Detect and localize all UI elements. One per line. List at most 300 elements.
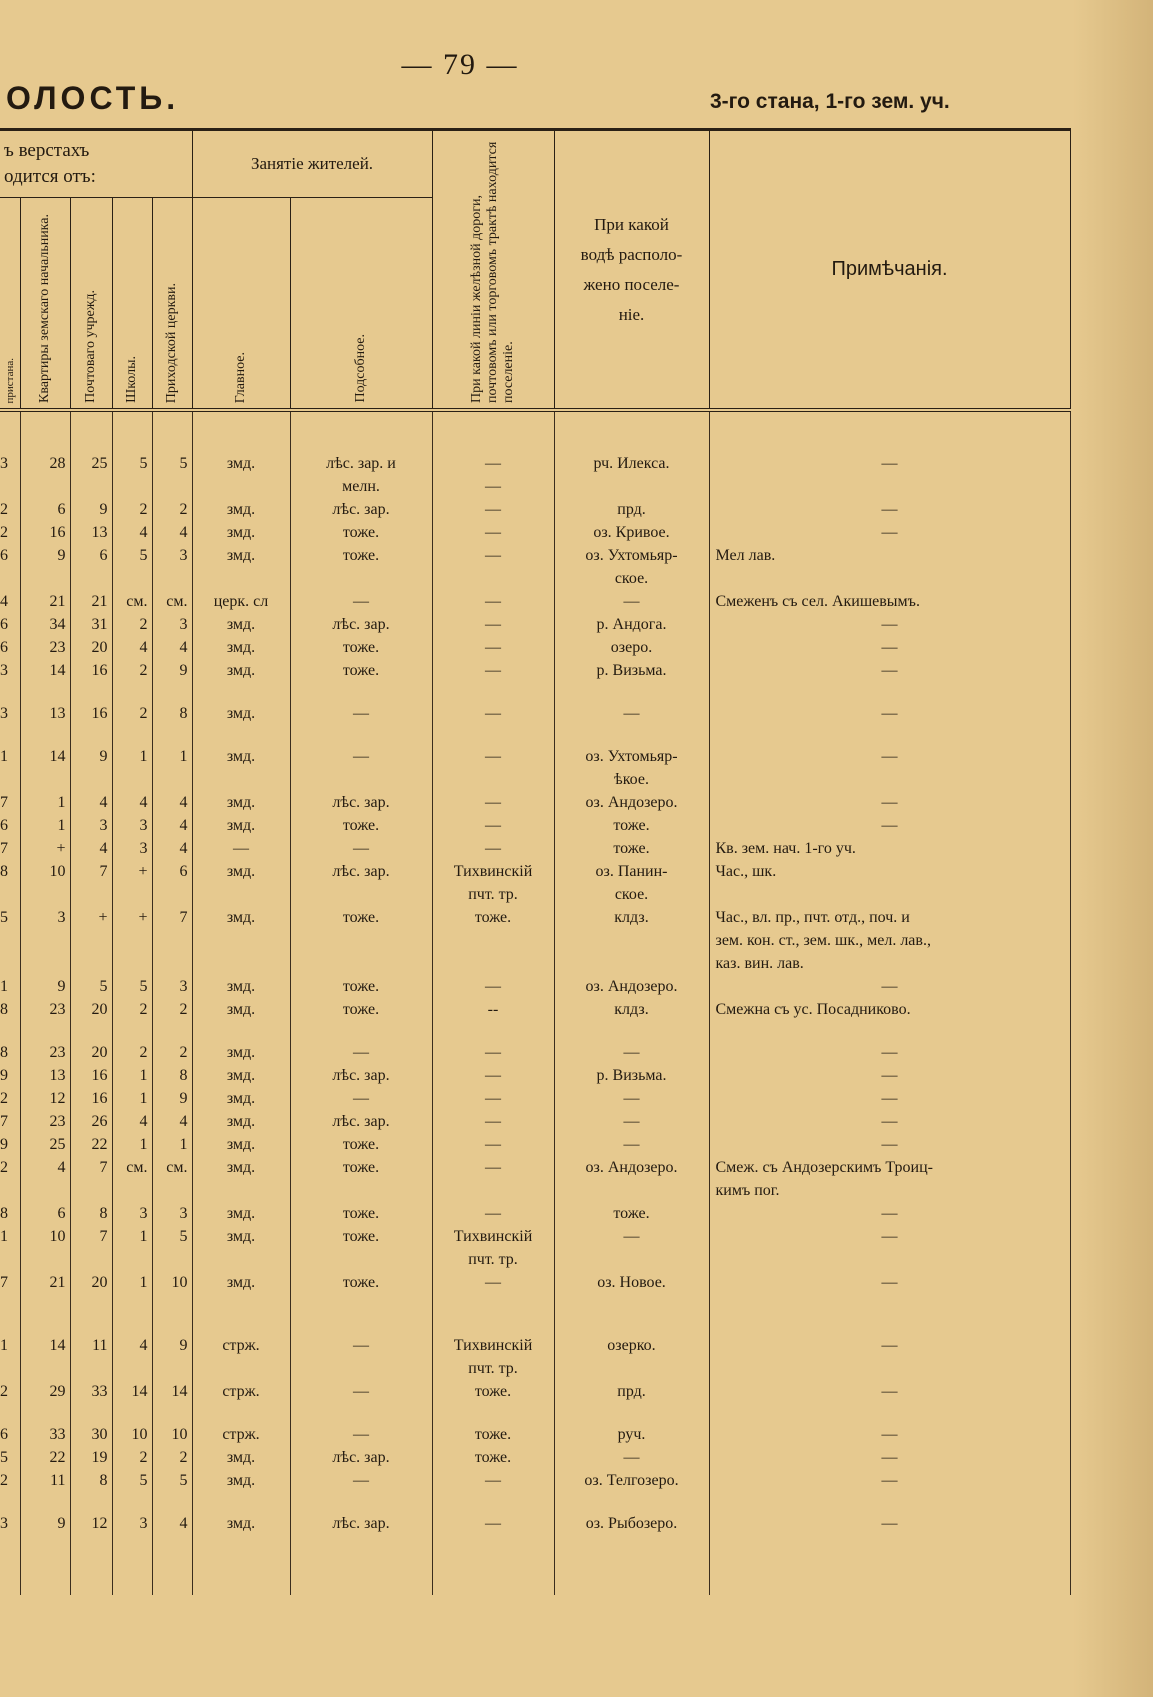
glavnoe-cell: змд.	[192, 814, 290, 837]
pristan-cell	[0, 1555, 20, 1575]
table-row	[0, 1225, 1070, 1248]
shkola-cell: 4	[112, 636, 152, 659]
notes-cell: —	[709, 1334, 1070, 1357]
shkola-cell: 4	[112, 1334, 152, 1357]
pristan-cell: 6	[0, 1423, 20, 1446]
podsobnoe-cell: лѣс. зар.	[290, 498, 432, 521]
kvartira-cell: 23	[20, 636, 70, 659]
shkola-cell	[112, 1357, 152, 1380]
pochta-cell: 13	[70, 521, 112, 544]
kvartira-cell	[20, 725, 70, 745]
water-cell: ѣкое.	[554, 768, 709, 791]
kvartira-cell: 22	[20, 1446, 70, 1469]
spacer-cell	[709, 410, 1070, 452]
tserkov-cell: 9	[152, 1087, 192, 1110]
road-cell: —	[432, 702, 554, 725]
notes-cell: —	[709, 1380, 1070, 1403]
glavnoe-cell: змд.	[192, 1064, 290, 1087]
notes-cell: —	[709, 1041, 1070, 1064]
tserkov-cell	[152, 725, 192, 745]
notes-cell: каз. вин. лав.	[709, 952, 1070, 975]
notes-cell: —	[709, 1133, 1070, 1156]
road-cell: --	[432, 998, 554, 1021]
water-cell	[554, 929, 709, 952]
spacer-cell	[112, 410, 152, 452]
table-top-spacer	[0, 410, 1070, 452]
kvartira-cell: 13	[20, 702, 70, 725]
kvartira-cell: 12	[20, 1087, 70, 1110]
tserkov-cell: 5	[152, 452, 192, 475]
tserkov-cell: 1	[152, 1133, 192, 1156]
kvartira-cell	[20, 1555, 70, 1575]
glavnoe-cell	[192, 682, 290, 702]
notes-cell	[709, 682, 1070, 702]
table-row	[0, 1314, 1070, 1334]
table-row	[0, 1202, 1070, 1225]
notes-cell	[709, 1021, 1070, 1041]
glavnoe-cell: стрж.	[192, 1334, 290, 1357]
pochta-cell	[70, 1555, 112, 1575]
notes-cell: —	[709, 1202, 1070, 1225]
shkola-cell	[112, 1403, 152, 1423]
podsobnoe-cell	[290, 1575, 432, 1595]
pochta-cell: 3	[70, 814, 112, 837]
shkola-cell: 5	[112, 1469, 152, 1492]
notes-cell: —	[709, 1110, 1070, 1133]
water-cell: клдз.	[554, 906, 709, 929]
table-row	[0, 860, 1070, 883]
kvartira-cell: 4	[20, 1156, 70, 1179]
road-cell	[432, 768, 554, 791]
water-column-header: При какой водѣ располо- жено поселе- ніе.	[554, 130, 709, 411]
podsobnoe-cell: лѣс. зар.	[290, 1446, 432, 1469]
shkola-cell: 1	[112, 1064, 152, 1087]
notes-column-header: Примѣчанія.	[709, 130, 1070, 411]
table-row	[0, 1512, 1070, 1535]
pristan-cell: 1	[0, 745, 20, 768]
road-cell: —	[432, 498, 554, 521]
table-row	[0, 1555, 1070, 1575]
table-row	[0, 636, 1070, 659]
pochta-cell	[70, 1179, 112, 1202]
notes-cell: Мел лав.	[709, 544, 1070, 567]
notes-cell: —	[709, 814, 1070, 837]
tserkov-cell	[152, 883, 192, 906]
shkola-cell	[112, 1248, 152, 1271]
shkola-cell: 2	[112, 1041, 152, 1064]
water-cell	[554, 475, 709, 498]
glavnoe-cell: церк. сл	[192, 590, 290, 613]
road-cell: —	[432, 521, 554, 544]
pochta-cell: 16	[70, 1064, 112, 1087]
tserkov-cell: 7	[152, 906, 192, 929]
road-cell	[432, 1575, 554, 1595]
water-cell: р. Визьма.	[554, 659, 709, 682]
pochta-cell	[70, 1021, 112, 1041]
spacer-cell	[554, 410, 709, 452]
pristan-cell: 9	[0, 1133, 20, 1156]
road-cell: тоже.	[432, 1423, 554, 1446]
pristan-cell: 3	[0, 452, 20, 475]
table-row	[0, 998, 1070, 1021]
water-cell: озеро.	[554, 636, 709, 659]
shkola-cell: 2	[112, 659, 152, 682]
tserkov-cell	[152, 567, 192, 590]
podsobnoe-cell: —	[290, 837, 432, 860]
notes-cell: кимъ пог.	[709, 1179, 1070, 1202]
tserkov-cell	[152, 1314, 192, 1334]
table-row	[0, 906, 1070, 929]
water-cell: тоже.	[554, 814, 709, 837]
podsobnoe-cell: мелн.	[290, 475, 432, 498]
kvartira-cell: 21	[20, 1271, 70, 1294]
shkola-cell: 1	[112, 745, 152, 768]
table-row	[0, 1271, 1070, 1294]
kvartira-cell: 10	[20, 1225, 70, 1248]
glavnoe-cell: змд.	[192, 791, 290, 814]
pristan-cell: 1	[0, 975, 20, 998]
pristan-cell: 2	[0, 1087, 20, 1110]
kvartira-cell: 28	[20, 452, 70, 475]
kvartira-cell: 3	[20, 906, 70, 929]
pochta-cell: 8	[70, 1469, 112, 1492]
road-cell: —	[432, 1202, 554, 1225]
tserkov-cell: 4	[152, 1110, 192, 1133]
occupation-group-header: Занятіе жителей.	[192, 130, 432, 198]
pochta-cell	[70, 475, 112, 498]
glavnoe-cell	[192, 1294, 290, 1314]
table-row	[0, 814, 1070, 837]
kvartira-cell	[20, 1403, 70, 1423]
table-row	[0, 1380, 1070, 1403]
shkola-cell: 5	[112, 975, 152, 998]
podsobnoe-cell: тоже.	[290, 1225, 432, 1248]
notes-cell: зем. кон. ст., зем. шк., мел. лав.,	[709, 929, 1070, 952]
water-cell: —	[554, 590, 709, 613]
table-row	[0, 837, 1070, 860]
tserkov-cell	[152, 1248, 192, 1271]
pochta-cell	[70, 567, 112, 590]
pochta-cell: 20	[70, 998, 112, 1021]
podsobnoe-cell: тоже.	[290, 814, 432, 837]
road-cell: —	[432, 1110, 554, 1133]
pristan-cell: 6	[0, 544, 20, 567]
pochta-cell: 9	[70, 745, 112, 768]
pristan-cell	[0, 567, 20, 590]
glavnoe-cell: змд.	[192, 906, 290, 929]
table-row	[0, 682, 1070, 702]
kvartira-cell: 23	[20, 1110, 70, 1133]
water-cell: прд.	[554, 1380, 709, 1403]
notes-cell	[709, 1535, 1070, 1555]
road-cell: —	[432, 1469, 554, 1492]
water-cell	[554, 1248, 709, 1271]
shkola-cell: 2	[112, 1446, 152, 1469]
podsobnoe-cell: тоже.	[290, 1202, 432, 1225]
glavnoe-cell: змд.	[192, 745, 290, 768]
podsobnoe-cell: лѣс. зар. и	[290, 452, 432, 475]
road-cell	[432, 1535, 554, 1555]
shkola-cell	[112, 682, 152, 702]
notes-cell: —	[709, 613, 1070, 636]
road-cell: —	[432, 590, 554, 613]
pristan-cell	[0, 1314, 20, 1334]
pochta-cell	[70, 682, 112, 702]
pochta-cell: 7	[70, 1225, 112, 1248]
podsobnoe-cell: лѣс. зар.	[290, 1110, 432, 1133]
notes-cell	[709, 768, 1070, 791]
pristan-cell: 8	[0, 998, 20, 1021]
shkola-cell: 2	[112, 998, 152, 1021]
tserkov-cell: 3	[152, 975, 192, 998]
pristan-cell: 6	[0, 814, 20, 837]
table-row	[0, 452, 1070, 475]
notes-cell	[709, 1248, 1070, 1271]
table-row	[0, 1423, 1070, 1446]
kvartira-cell	[20, 1357, 70, 1380]
kvartira-cell: 9	[20, 975, 70, 998]
podsobnoe-cell: —	[290, 702, 432, 725]
kvartira-cell: 29	[20, 1380, 70, 1403]
tserkov-cell: 3	[152, 613, 192, 636]
pochta-cell: 4	[70, 791, 112, 814]
pochta-cell	[70, 929, 112, 952]
glavnoe-cell: стрж.	[192, 1380, 290, 1403]
pochta-cell: 30	[70, 1423, 112, 1446]
pristan-column-header: пристана.	[0, 198, 20, 411]
pochta-column-header: Почтоваго учрежд.	[70, 198, 112, 411]
podsobnoe-cell: —	[290, 590, 432, 613]
road-cell: —	[432, 1156, 554, 1179]
kvartira-cell: 23	[20, 1041, 70, 1064]
podsobnoe-cell: тоже.	[290, 636, 432, 659]
table-row	[0, 1334, 1070, 1357]
pristan-cell: 2	[0, 1469, 20, 1492]
water-cell: тоже.	[554, 837, 709, 860]
shkola-column-header: Школы.	[112, 198, 152, 411]
water-cell	[554, 1575, 709, 1595]
pristan-cell: 2	[0, 1380, 20, 1403]
road-cell: тоже.	[432, 906, 554, 929]
pristan-cell: 6	[0, 613, 20, 636]
glavnoe-cell: змд.	[192, 1041, 290, 1064]
glavnoe-cell	[192, 567, 290, 590]
podsobnoe-cell: —	[290, 1041, 432, 1064]
pochta-cell	[70, 1575, 112, 1595]
pochta-cell	[70, 883, 112, 906]
road-cell	[432, 1403, 554, 1423]
table-row	[0, 1064, 1070, 1087]
water-cell: рч. Илекса.	[554, 452, 709, 475]
tserkov-cell	[152, 768, 192, 791]
shkola-cell	[112, 1294, 152, 1314]
glavnoe-cell: змд.	[192, 1202, 290, 1225]
pristan-cell	[0, 475, 20, 498]
tserkov-cell: 9	[152, 1334, 192, 1357]
kvartira-cell: 34	[20, 613, 70, 636]
podsobnoe-cell: —	[290, 1469, 432, 1492]
table-row	[0, 521, 1070, 544]
shkola-cell: +	[112, 906, 152, 929]
glavnoe-cell	[192, 1575, 290, 1595]
glavnoe-cell: змд.	[192, 1133, 290, 1156]
podsobnoe-cell: —	[290, 1087, 432, 1110]
notes-cell: —	[709, 1087, 1070, 1110]
shkola-cell: 1	[112, 1271, 152, 1294]
pristan-cell	[0, 1403, 20, 1423]
glavnoe-cell: змд.	[192, 1469, 290, 1492]
notes-cell	[709, 883, 1070, 906]
notes-cell: —	[709, 1512, 1070, 1535]
pristan-cell: 7	[0, 837, 20, 860]
shkola-cell: 4	[112, 1110, 152, 1133]
glavnoe-cell	[192, 1492, 290, 1512]
water-cell: оз. Андозеро.	[554, 975, 709, 998]
shkola-cell	[112, 725, 152, 745]
podsobnoe-cell	[290, 768, 432, 791]
glavnoe-cell: змд.	[192, 1271, 290, 1294]
notes-cell: —	[709, 498, 1070, 521]
tserkov-cell: 2	[152, 998, 192, 1021]
shkola-cell: 2	[112, 498, 152, 521]
notes-cell: Час., вл. пр., пчт. отд., поч. и	[709, 906, 1070, 929]
pristan-cell: 1	[0, 1334, 20, 1357]
pochta-cell: 20	[70, 1041, 112, 1064]
notes-cell	[709, 1492, 1070, 1512]
shkola-cell: 3	[112, 1512, 152, 1535]
pochta-cell: 20	[70, 1271, 112, 1294]
pochta-cell	[70, 952, 112, 975]
tserkov-cell: см.	[152, 590, 192, 613]
podsobnoe-cell	[290, 682, 432, 702]
pristan-cell: 3	[0, 1512, 20, 1535]
pochta-cell: 22	[70, 1133, 112, 1156]
water-cell	[554, 1555, 709, 1575]
pristan-cell	[0, 1179, 20, 1202]
shkola-cell: 5	[112, 544, 152, 567]
podsobnoe-cell	[290, 952, 432, 975]
table-row	[0, 1294, 1070, 1314]
road-cell: —	[432, 1271, 554, 1294]
water-cell: прд.	[554, 498, 709, 521]
water-cell: оз. Ухтомьяр-	[554, 544, 709, 567]
road-cell: —	[432, 1064, 554, 1087]
water-cell: озерко.	[554, 1334, 709, 1357]
glavnoe-cell: змд.	[192, 544, 290, 567]
kvartira-cell	[20, 682, 70, 702]
tserkov-cell: 5	[152, 1469, 192, 1492]
water-cell: тоже.	[554, 1202, 709, 1225]
tserkov-cell	[152, 1535, 192, 1555]
glavnoe-cell: змд.	[192, 1087, 290, 1110]
glavnoe-cell: —	[192, 837, 290, 860]
glavnoe-cell	[192, 1535, 290, 1555]
table-row	[0, 1575, 1070, 1595]
water-cell: оз. Панин-	[554, 860, 709, 883]
shkola-cell: +	[112, 860, 152, 883]
podsobnoe-cell: тоже.	[290, 998, 432, 1021]
pristan-cell: 8	[0, 1041, 20, 1064]
pristan-cell: 9	[0, 1064, 20, 1087]
pochta-cell: 26	[70, 1110, 112, 1133]
podsobnoe-cell	[290, 1314, 432, 1334]
table-body	[0, 410, 1070, 1595]
tserkov-cell: 5	[152, 1225, 192, 1248]
kvartira-cell: 33	[20, 1423, 70, 1446]
pristan-cell	[0, 1294, 20, 1314]
podsobnoe-cell	[290, 883, 432, 906]
pochta-cell: 12	[70, 1512, 112, 1535]
shkola-cell	[112, 952, 152, 975]
road-cell: —	[432, 837, 554, 860]
notes-cell: Смеженъ съ сел. Акишевымъ.	[709, 590, 1070, 613]
glavnoe-cell: змд.	[192, 998, 290, 1021]
spacer-cell	[152, 410, 192, 452]
kvartira-cell: 11	[20, 1469, 70, 1492]
kvartira-cell	[20, 475, 70, 498]
table-row	[0, 1248, 1070, 1271]
table-row	[0, 1469, 1070, 1492]
podsobnoe-cell	[290, 1492, 432, 1512]
tserkov-cell: 4	[152, 1512, 192, 1535]
water-cell	[554, 1403, 709, 1423]
pochta-cell: 16	[70, 1087, 112, 1110]
shkola-cell	[112, 929, 152, 952]
water-cell	[554, 952, 709, 975]
podsobnoe-cell: лѣс. зар.	[290, 1064, 432, 1087]
tserkov-cell	[152, 929, 192, 952]
pochta-cell: +	[70, 906, 112, 929]
kvartira-cell: 23	[20, 998, 70, 1021]
road-cell: —	[432, 475, 554, 498]
table-row	[0, 1041, 1070, 1064]
pristan-cell: 8	[0, 860, 20, 883]
pochta-cell: 31	[70, 613, 112, 636]
water-cell	[554, 1294, 709, 1314]
tserkov-cell: 3	[152, 1202, 192, 1225]
pristan-cell: 7	[0, 1110, 20, 1133]
shkola-cell	[112, 1492, 152, 1512]
glavnoe-cell: змд.	[192, 636, 290, 659]
podsobnoe-cell	[290, 1021, 432, 1041]
table-row	[0, 1357, 1070, 1380]
pristan-cell: 5	[0, 1446, 20, 1469]
podsobnoe-column-header: Подсобное.	[290, 198, 432, 411]
glavnoe-cell	[192, 1179, 290, 1202]
kvartira-cell: 14	[20, 745, 70, 768]
road-cell: —	[432, 1133, 554, 1156]
glavnoe-cell: змд.	[192, 975, 290, 998]
road-cell	[432, 682, 554, 702]
pristan-cell	[0, 1575, 20, 1595]
podsobnoe-cell	[290, 567, 432, 590]
podsobnoe-cell: тоже.	[290, 521, 432, 544]
glavnoe-cell: змд.	[192, 498, 290, 521]
pochta-cell: 16	[70, 659, 112, 682]
shkola-cell: 4	[112, 791, 152, 814]
kvartira-cell: 16	[20, 521, 70, 544]
podsobnoe-cell: тоже.	[290, 975, 432, 998]
pochta-cell	[70, 1357, 112, 1380]
tserkov-cell	[152, 1492, 192, 1512]
tserkov-cell: 3	[152, 544, 192, 567]
road-cell: —	[432, 1041, 554, 1064]
shkola-cell: 2	[112, 613, 152, 636]
kvartira-cell: 25	[20, 1133, 70, 1156]
pristan-cell: 8	[0, 1202, 20, 1225]
glavnoe-cell: змд.	[192, 1512, 290, 1535]
road-cell	[432, 1179, 554, 1202]
